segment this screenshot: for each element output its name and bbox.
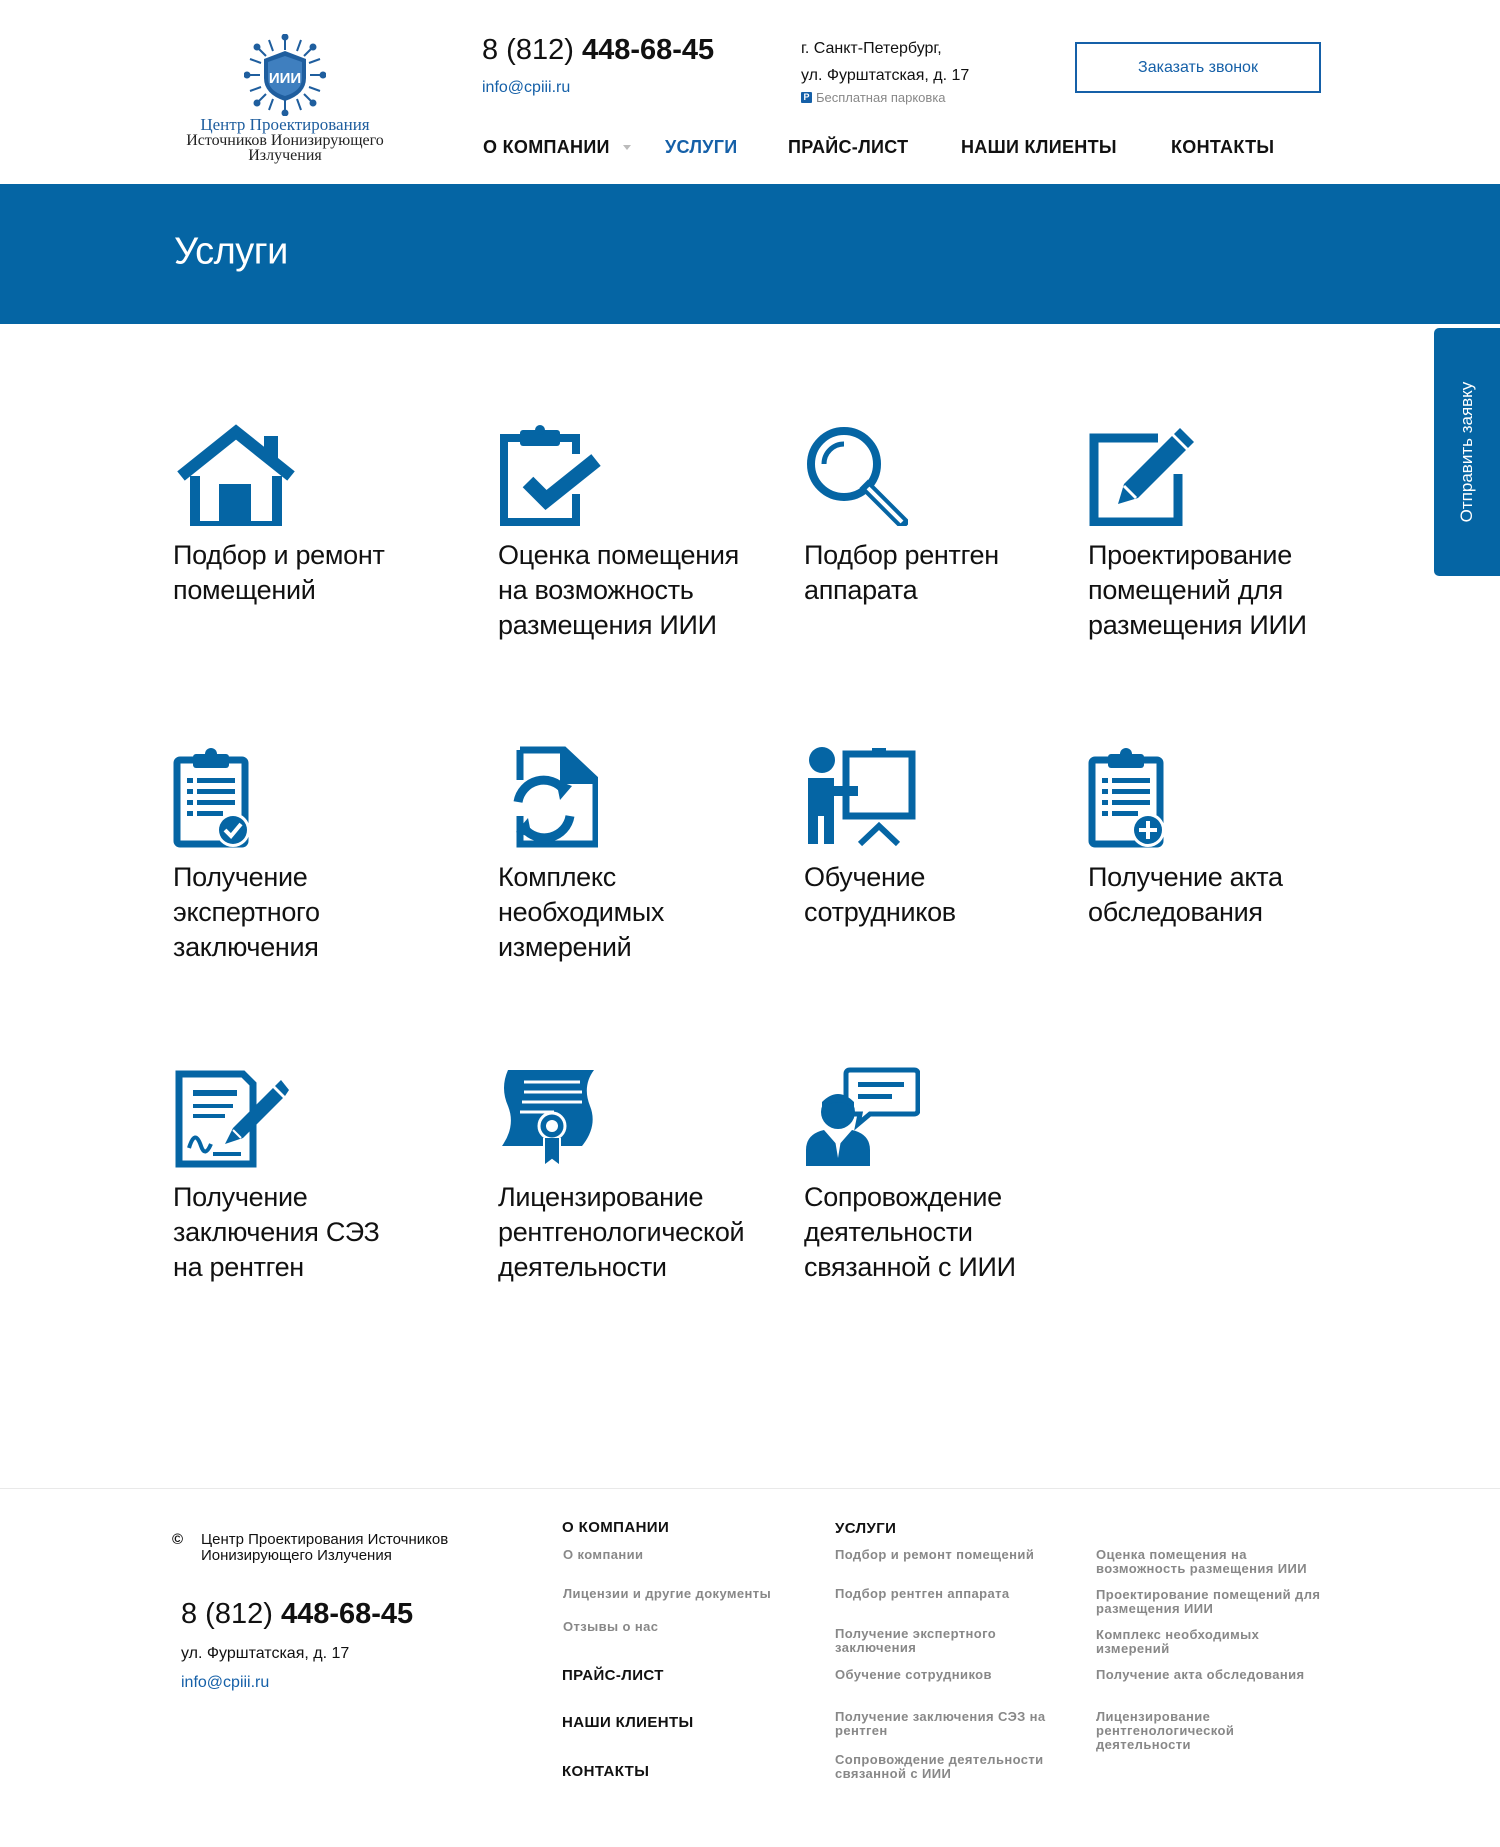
site-header bbox=[0, 0, 1500, 184]
service-card[interactable] bbox=[498, 424, 778, 643]
service-title bbox=[804, 860, 1084, 930]
nav-item-about[interactable]: О КОМПАНИИ bbox=[483, 137, 610, 157]
service-card[interactable] bbox=[498, 746, 778, 965]
footer-phone[interactable] bbox=[181, 1598, 413, 1631]
footer-phone-prefix: 8 (812) bbox=[181, 1598, 273, 1630]
service-card[interactable] bbox=[498, 1066, 778, 1285]
service-title-line: Получение акта bbox=[1088, 862, 1283, 892]
header-address-city: г. Санкт-Петербург, bbox=[801, 40, 942, 57]
house-icon bbox=[173, 424, 299, 526]
footer-service-link[interactable]: Проектирование помещений для размещения ИИИ bbox=[1096, 1587, 1321, 1616]
service-card[interactable] bbox=[1088, 424, 1368, 643]
service-title-line: Сопровождение bbox=[804, 1182, 1002, 1212]
service-icon bbox=[173, 746, 313, 848]
footer-phone-number: 448-68-45 bbox=[280, 1598, 414, 1630]
service-title bbox=[1088, 538, 1368, 643]
footer-link-licenses[interactable]: Лицензии и другие документы bbox=[563, 1586, 772, 1601]
service-title bbox=[173, 1180, 453, 1285]
footer-service-link[interactable]: Получение заключения СЭЗ на рентген bbox=[835, 1709, 1046, 1738]
edit-icon bbox=[1088, 424, 1194, 526]
service-title-line: деятельности bbox=[498, 1252, 667, 1282]
service-card[interactable] bbox=[173, 424, 453, 608]
service-card[interactable] bbox=[804, 1066, 1084, 1285]
footer-address: ул. Фурштатская, д. 17 bbox=[181, 1645, 350, 1662]
nav-item-prices[interactable]: ПРАЙС-ЛИСТ bbox=[788, 137, 909, 157]
clipboard-plus-icon bbox=[1088, 746, 1168, 848]
logo-emblem-text: ИИИ bbox=[268, 70, 302, 87]
service-card[interactable] bbox=[804, 746, 1084, 930]
header-email-link[interactable]: info@cpiii.ru bbox=[482, 79, 571, 96]
contract-signature-icon bbox=[173, 1066, 289, 1168]
service-title-line: необходимых bbox=[498, 897, 665, 927]
footer-email-link[interactable]: info@cpiii.ru bbox=[181, 1674, 270, 1691]
service-card[interactable] bbox=[173, 746, 453, 965]
footer-link-about[interactable]: О компании bbox=[563, 1547, 644, 1562]
footer-nav-contacts[interactable]: КОНТАКТЫ bbox=[562, 1763, 650, 1780]
service-title-line: аппарата bbox=[804, 575, 918, 605]
service-title bbox=[804, 538, 1084, 608]
chevron-down-icon[interactable] bbox=[623, 145, 631, 150]
logo-emblem-icon bbox=[244, 34, 326, 116]
service-title-line: Подбор и ремонт bbox=[173, 540, 385, 570]
service-title-line: Получение bbox=[173, 1182, 308, 1212]
service-title-line: Оценка помещения bbox=[498, 540, 739, 570]
service-icon bbox=[498, 424, 638, 526]
service-title bbox=[498, 860, 778, 965]
service-title bbox=[498, 1180, 778, 1285]
footer-service-link[interactable]: Получение акта обследования bbox=[1096, 1667, 1305, 1682]
service-title-line: Лицензирование bbox=[498, 1182, 704, 1212]
header-phone-prefix: 8 (812) bbox=[482, 34, 574, 66]
service-title-line: измерений bbox=[498, 932, 632, 962]
footer-nav-clients[interactable]: НАШИ КЛИЕНТЫ bbox=[562, 1714, 694, 1731]
service-title-line: Проектирование bbox=[1088, 540, 1292, 570]
service-title-line: деятельности bbox=[804, 1217, 973, 1247]
logo[interactable] bbox=[170, 34, 400, 163]
service-title-line: экспертного bbox=[173, 897, 320, 927]
service-card[interactable] bbox=[173, 1066, 453, 1285]
service-title bbox=[173, 538, 453, 608]
service-title bbox=[804, 1180, 1084, 1285]
presentation-icon bbox=[804, 746, 916, 848]
clipboard-check-icon bbox=[498, 424, 602, 526]
service-icon bbox=[804, 746, 944, 848]
logo-line-3: Излучения bbox=[248, 147, 322, 164]
footer-nav-prices[interactable]: ПРАЙС-ЛИСТ bbox=[562, 1667, 664, 1684]
footer-nav-about[interactable]: О КОМПАНИИ bbox=[562, 1519, 670, 1536]
service-title-line: помещений bbox=[173, 575, 316, 605]
service-card[interactable] bbox=[1088, 746, 1368, 930]
service-card[interactable] bbox=[804, 424, 1084, 608]
service-title-line: рентгенологической bbox=[498, 1217, 745, 1247]
service-icon bbox=[173, 424, 313, 526]
parking-note bbox=[801, 90, 946, 105]
service-title-line: помещений для bbox=[1088, 575, 1283, 605]
callback-button[interactable]: Заказать звонок bbox=[1075, 42, 1321, 93]
footer-copyright bbox=[172, 1531, 496, 1564]
parking-icon: P bbox=[801, 92, 812, 103]
page-title: Услуги bbox=[174, 230, 288, 273]
footer-divider bbox=[0, 1488, 1500, 1489]
service-title-line: обследования bbox=[1088, 897, 1263, 927]
service-title-line: заключения bbox=[173, 932, 319, 962]
service-icon bbox=[498, 1066, 638, 1168]
service-title-line: Комплекс bbox=[498, 862, 616, 892]
nav-item-clients[interactable]: НАШИ КЛИЕНТЫ bbox=[961, 137, 1117, 157]
certificate-icon bbox=[498, 1066, 598, 1168]
footer-service-link[interactable]: Обучение сотрудников bbox=[835, 1667, 992, 1682]
refresh-document-icon bbox=[498, 746, 598, 848]
service-title-line: Получение bbox=[173, 862, 308, 892]
footer-link-reviews[interactable]: Отзывы о нас bbox=[563, 1619, 659, 1634]
copyright-icon: © bbox=[172, 1531, 184, 1548]
service-icon bbox=[804, 424, 944, 526]
checklist-icon bbox=[173, 746, 253, 848]
header-phone[interactable] bbox=[482, 34, 714, 67]
service-title bbox=[173, 860, 453, 965]
service-title-line: размещения ИИИ bbox=[498, 610, 717, 640]
logo-line-1: Центр Проектирования bbox=[200, 115, 370, 134]
footer-nav-services[interactable]: УСЛУГИ bbox=[835, 1520, 897, 1537]
service-icon bbox=[804, 1066, 944, 1168]
nav-item-contacts[interactable]: КОНТАКТЫ bbox=[1171, 137, 1275, 157]
service-title-line: Подбор рентген bbox=[804, 540, 999, 570]
send-request-label: Отправить заявку bbox=[1457, 381, 1476, 523]
footer-service-link[interactable]: Комплекс необходимых измерений bbox=[1096, 1627, 1260, 1656]
header-phone-number: 448-68-45 bbox=[581, 34, 715, 66]
service-title-line: связанной с ИИИ bbox=[804, 1252, 1016, 1282]
service-title-line: заключения СЭЗ bbox=[173, 1217, 380, 1247]
page-banner bbox=[0, 184, 1500, 324]
consultant-icon bbox=[804, 1066, 920, 1168]
service-title-line: сотрудников bbox=[804, 897, 956, 927]
service-icon bbox=[1088, 746, 1228, 848]
copyright-text: Центр Проектирования Источников Ионизирующего Излучения bbox=[201, 1531, 449, 1564]
service-title-line: Обучение bbox=[804, 862, 926, 892]
parking-text: Бесплатная парковка bbox=[816, 90, 946, 105]
send-request-tab[interactable] bbox=[1434, 328, 1500, 576]
service-title-line: на рентген bbox=[173, 1252, 304, 1282]
header-address-street: ул. Фурштатская, д. 17 bbox=[801, 67, 970, 84]
footer-service-link[interactable]: Подбор рентген аппарата bbox=[835, 1586, 1010, 1601]
footer-service-link[interactable]: Оценка помещения на возможность размещения ИИИ bbox=[1096, 1547, 1307, 1576]
logo-line-2: Источников Ионизирующего bbox=[186, 132, 384, 149]
service-icon bbox=[173, 1066, 313, 1168]
service-icon bbox=[498, 746, 638, 848]
footer-service-link[interactable]: Подбор и ремонт помещений bbox=[835, 1547, 1035, 1562]
footer-service-link[interactable]: Лицензирование рентгенологической деятельности bbox=[1096, 1709, 1235, 1752]
footer-service-link[interactable]: Сопровождение деятельности связанной с ИИИ bbox=[835, 1752, 1044, 1781]
footer-service-link[interactable]: Получение экспертного заключения bbox=[835, 1626, 997, 1655]
service-title-line: размещения ИИИ bbox=[1088, 610, 1307, 640]
magnifier-icon bbox=[804, 424, 908, 526]
service-icon bbox=[1088, 424, 1228, 526]
service-title-line: на возможность bbox=[498, 575, 694, 605]
nav-item-services[interactable]: УСЛУГИ bbox=[665, 137, 738, 157]
service-title bbox=[498, 538, 778, 643]
service-title bbox=[1088, 860, 1368, 930]
